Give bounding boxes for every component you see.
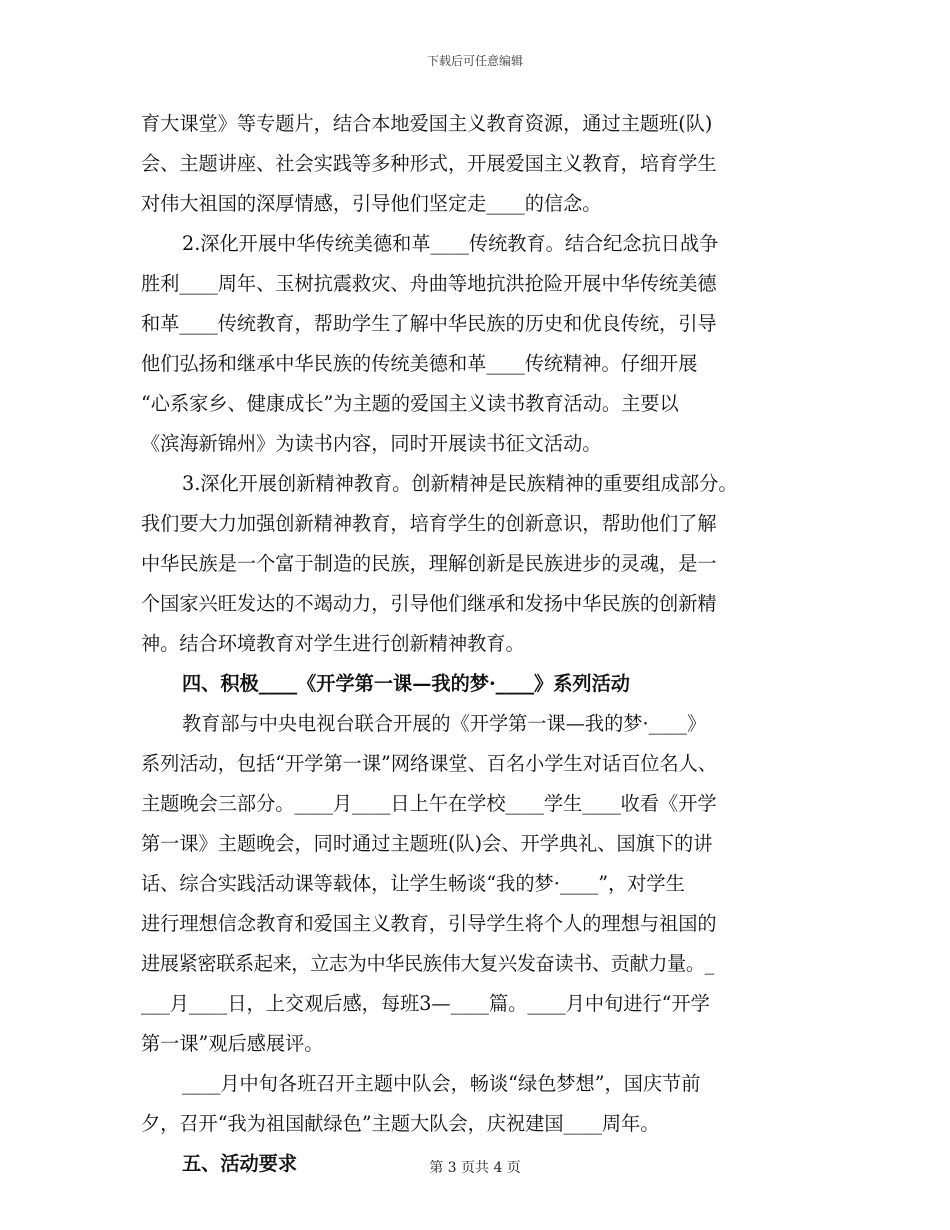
paragraph-line: 主题晚会三部分。____月____日上午在学校____学生____收看《开学 bbox=[141, 792, 717, 815]
paragraph-line: 《滨海新锦州》为读书内容，同时开展读书征文活动。 bbox=[141, 432, 602, 455]
paragraph-line: 2.深化开展中华传统美德和革____传统教育。结合纪念抗日战争 bbox=[182, 232, 719, 255]
paragraph-line: 我们要大力加强创新精神教育，培育学生的创新意识，帮助他们了解 bbox=[141, 512, 717, 535]
paragraph-line: 3.深化开展创新精神教育。创新精神是民族精神的重要组成部分。 bbox=[182, 472, 738, 495]
paragraph-line: 对伟大祖国的深厚情感，引导他们坚定走____的信念。 bbox=[141, 192, 602, 215]
paragraph-line: 中华民族是一个富于制造的民族，理解创新是民族进步的灵魂，是一 bbox=[141, 552, 717, 575]
paragraph-line: 他们弘扬和继承中华民族的传统美德和革____传统精神。仔细开展 bbox=[141, 352, 698, 375]
paragraph-line: 神。结合环境教育对学生进行创新精神教育。 bbox=[141, 632, 525, 655]
paragraph-line: ___月____日，上交观后感，每班3—____篇。____月中旬进行“开学 bbox=[141, 992, 710, 1015]
page-number: 第 3 页共 4 页 bbox=[429, 1160, 521, 1176]
section-heading: 五、活动要求 bbox=[182, 1152, 298, 1175]
document-body bbox=[141, 104, 813, 1184]
page-header: 下载后可任意编辑 bbox=[426, 54, 523, 68]
paragraph-line: 胜利____周年、玉树抗震救灾、舟曲等地抗洪抢险开展中华传统美德 bbox=[141, 272, 717, 295]
paragraph-line: 会、主题讲座、社会实践等多种形式，开展爱国主义教育，培育学生 bbox=[141, 152, 717, 175]
paragraph-line: 进行理想信念教育和爱国主义教育，引导学生将个人的理想与祖国的 bbox=[141, 912, 717, 935]
paragraph-line: 系列活动，包括“开学第一课”网络课堂、百名小学生对话百位名人、 bbox=[141, 752, 718, 775]
paragraph-line: 和革____传统教育，帮助学生了解中华民族的历史和优良传统，引导 bbox=[141, 312, 717, 335]
paragraph-line: ____月中旬各班召开主题中队会，畅谈“绿色梦想”，国庆节前 bbox=[182, 1072, 701, 1095]
paragraph-line: 夕，召开“我为祖国献绿色”主题大队会，庆祝建国____周年。 bbox=[141, 1112, 660, 1135]
paragraph-line: 话、综合实践活动课等载体，让学生畅谈“我的梦·____”，对学生 bbox=[141, 872, 685, 895]
paragraph-line: 教育部与中央电视台联合开展的《开学第一课—我的梦·____》 bbox=[182, 712, 707, 735]
paragraph-line: “心系家乡、健康成长”为主题的爱国主义读书教育活动。主要以 bbox=[141, 392, 679, 415]
paragraph-line: 第一课”观后感展评。 bbox=[141, 1032, 324, 1055]
paragraph-line: 个国家兴旺发达的不竭动力，引导他们继承和发扬中华民族的创新精 bbox=[141, 592, 717, 615]
paragraph-line: 进展紧密联系起来，立志为中华民族伟大复兴发奋读书、贡献力量。_ bbox=[141, 952, 714, 975]
paragraph-line: 第一课》主题晚会，同时通过主题班(队)会、开学典礼、国旗下的讲 bbox=[141, 832, 713, 855]
paragraph-line: 育大课堂》等专题片，结合本地爱国主义教育资源，通过主题班(队) bbox=[141, 112, 713, 135]
section-heading: 四、积极____《开学第一课—我的梦·____》系列活动 bbox=[182, 672, 630, 695]
